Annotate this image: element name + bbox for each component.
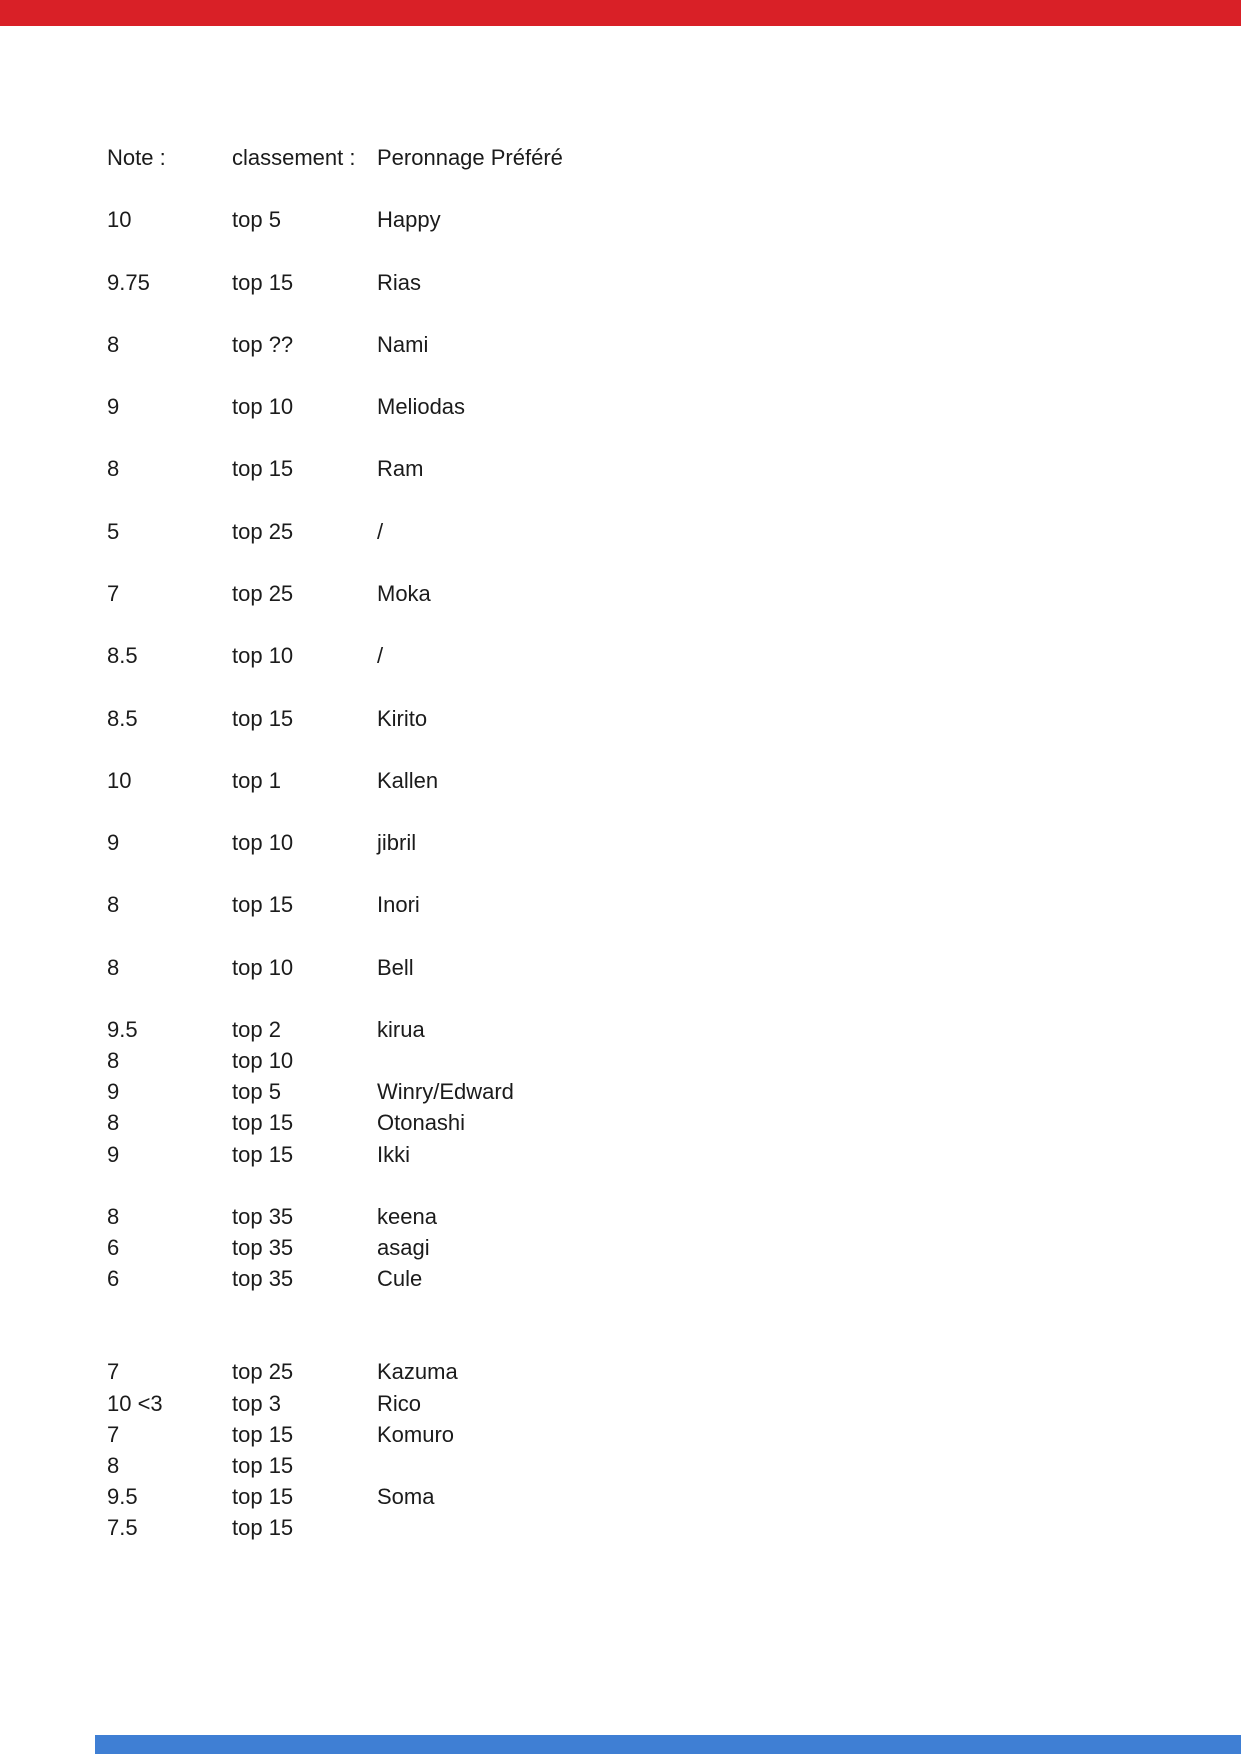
table-row: [107, 734, 1241, 765]
personnage-cell: keena: [377, 1203, 437, 1229]
table-row: [107, 1170, 1241, 1201]
table-row: [107, 1512, 1241, 1543]
note-cell: 8: [107, 954, 120, 980]
classement-cell: top 25: [232, 580, 294, 606]
table-header-row: [107, 142, 1241, 173]
personnage-cell: Winry/Edward: [377, 1079, 514, 1105]
classement-cell: top 10: [232, 643, 294, 669]
table-row: [107, 1419, 1241, 1450]
table-row: [107, 516, 1241, 547]
bottom-blue-bar: [95, 1735, 1241, 1754]
note-cell: 8: [107, 1048, 120, 1074]
classement-cell: top 3: [232, 1390, 281, 1416]
note-cell: 7: [107, 1421, 120, 1447]
classement-cell: top 25: [232, 1359, 294, 1385]
table-row: [107, 609, 1241, 640]
note-cell: 7: [107, 1359, 120, 1385]
table-row: [107, 453, 1241, 484]
table-row: [107, 204, 1241, 235]
classement-cell: top 15: [232, 892, 294, 918]
note-cell: 9.5: [107, 1016, 138, 1042]
personnage-cell: Happy: [377, 207, 441, 233]
table-row: [107, 391, 1241, 422]
personnage-cell: asagi: [377, 1234, 430, 1260]
classement-cell: top 10: [232, 1048, 294, 1074]
table-row: [107, 1201, 1241, 1232]
note-cell: 9.75: [107, 269, 150, 295]
note-cell: 8.5: [107, 705, 138, 731]
note-cell: 10 <3: [107, 1390, 163, 1416]
note-cell: 9: [107, 1141, 120, 1167]
table-row: [107, 1263, 1241, 1294]
table-row: [107, 1325, 1241, 1356]
table-row: [107, 329, 1241, 360]
table-row: [107, 640, 1241, 671]
table-row: [107, 671, 1241, 702]
table-row: [107, 796, 1241, 827]
personnage-cell: Meliodas: [377, 394, 466, 420]
note-cell: 8: [107, 456, 120, 482]
table-row: [107, 1481, 1241, 1512]
table-row: [107, 298, 1241, 329]
classement-cell: top 10: [232, 394, 294, 420]
table-row: [107, 267, 1241, 298]
note-cell: 8: [107, 892, 120, 918]
classement-cell: top 10: [232, 830, 294, 856]
table-row: [107, 1388, 1241, 1419]
classement-cell: top 35: [232, 1266, 294, 1292]
personnage-cell: Kazuma: [377, 1359, 458, 1385]
personnage-cell: jibril: [377, 830, 417, 856]
table-row: [107, 1450, 1241, 1481]
note-cell: 9.5: [107, 1484, 138, 1510]
table-row: [107, 485, 1241, 516]
personnage-cell: Komuro: [377, 1421, 455, 1447]
note-cell: 6: [107, 1266, 120, 1292]
table-row: [107, 1294, 1241, 1325]
personnage-cell: Rico: [377, 1390, 422, 1416]
personnage-cell: /: [377, 518, 384, 544]
classement-cell: top 10: [232, 954, 294, 980]
note-cell: 8: [107, 1110, 120, 1136]
classement-cell: top 15: [232, 1452, 294, 1478]
personnage-cell: Soma: [377, 1484, 435, 1510]
classement-cell: top 35: [232, 1203, 294, 1229]
personnage-cell: Otonashi: [377, 1110, 466, 1136]
table-row: [107, 173, 1241, 204]
classement-cell: top 15: [232, 1515, 294, 1541]
header-personnage: Peronnage Préféré: [377, 145, 563, 170]
table-row: [107, 1139, 1241, 1170]
table-row: [107, 952, 1241, 983]
note-cell: 6: [107, 1234, 120, 1260]
table-row: [107, 765, 1241, 796]
classement-cell: top 15: [232, 1110, 294, 1136]
personnage-cell: Rias: [377, 269, 422, 295]
table-row: [107, 889, 1241, 920]
classement-cell: top 35: [232, 1234, 294, 1260]
note-cell: 8.5: [107, 643, 138, 669]
personnage-cell: Kirito: [377, 705, 428, 731]
note-cell: 8: [107, 1203, 120, 1229]
note-cell: 7: [107, 580, 120, 606]
note-cell: 8: [107, 1452, 120, 1478]
personnage-cell: Bell: [377, 954, 414, 980]
table-row: [107, 983, 1241, 1014]
personnage-cell: Ikki: [377, 1141, 410, 1167]
classement-cell: top 15: [232, 1141, 294, 1167]
note-cell: 9: [107, 830, 120, 856]
table-row: [107, 921, 1241, 952]
note-cell: 10: [107, 207, 132, 233]
classement-cell: top 15: [232, 1421, 294, 1447]
note-cell: 10: [107, 767, 132, 793]
classement-cell: top 1: [232, 767, 281, 793]
table-row: [107, 1014, 1241, 1045]
table-row: [107, 235, 1241, 266]
table-row: [107, 578, 1241, 609]
personnage-cell: Cule: [377, 1266, 423, 1292]
personnage-cell: kirua: [377, 1016, 425, 1042]
table-row: [107, 547, 1241, 578]
classement-cell: top ??: [232, 331, 294, 357]
note-cell: 9: [107, 1079, 120, 1105]
classement-cell: top 15: [232, 456, 294, 482]
table-row: [107, 858, 1241, 889]
header-classement: classement :: [232, 145, 356, 170]
table-row: [107, 1076, 1241, 1107]
table-row: [107, 703, 1241, 734]
personnage-cell: Kallen: [377, 767, 439, 793]
note-cell: 8: [107, 331, 120, 357]
classement-cell: top 15: [232, 269, 294, 295]
rows: [107, 173, 1241, 1543]
note-cell: 5: [107, 518, 120, 544]
header-note: Note :: [107, 145, 166, 170]
note-cell: 9: [107, 394, 120, 420]
table-row: [107, 360, 1241, 391]
classement-cell: top 5: [232, 207, 281, 233]
classement-cell: top 5: [232, 1079, 281, 1105]
personnage-cell: Nami: [377, 331, 429, 357]
table-row: [107, 422, 1241, 453]
personnage-cell: Moka: [377, 580, 431, 606]
note-cell: 7.5: [107, 1515, 138, 1541]
classement-cell: top 2: [232, 1016, 281, 1042]
classement-cell: top 25: [232, 518, 294, 544]
table-row: [107, 1356, 1241, 1387]
classement-cell: top 15: [232, 1484, 294, 1510]
table-row: [107, 827, 1241, 858]
table-row: [107, 1232, 1241, 1263]
table-row: [107, 1107, 1241, 1138]
table-row: [107, 1045, 1241, 1076]
classement-cell: top 15: [232, 705, 294, 731]
personnage-cell: Inori: [377, 892, 420, 918]
personnage-cell: Ram: [377, 456, 424, 482]
personnage-cell: /: [377, 643, 384, 669]
